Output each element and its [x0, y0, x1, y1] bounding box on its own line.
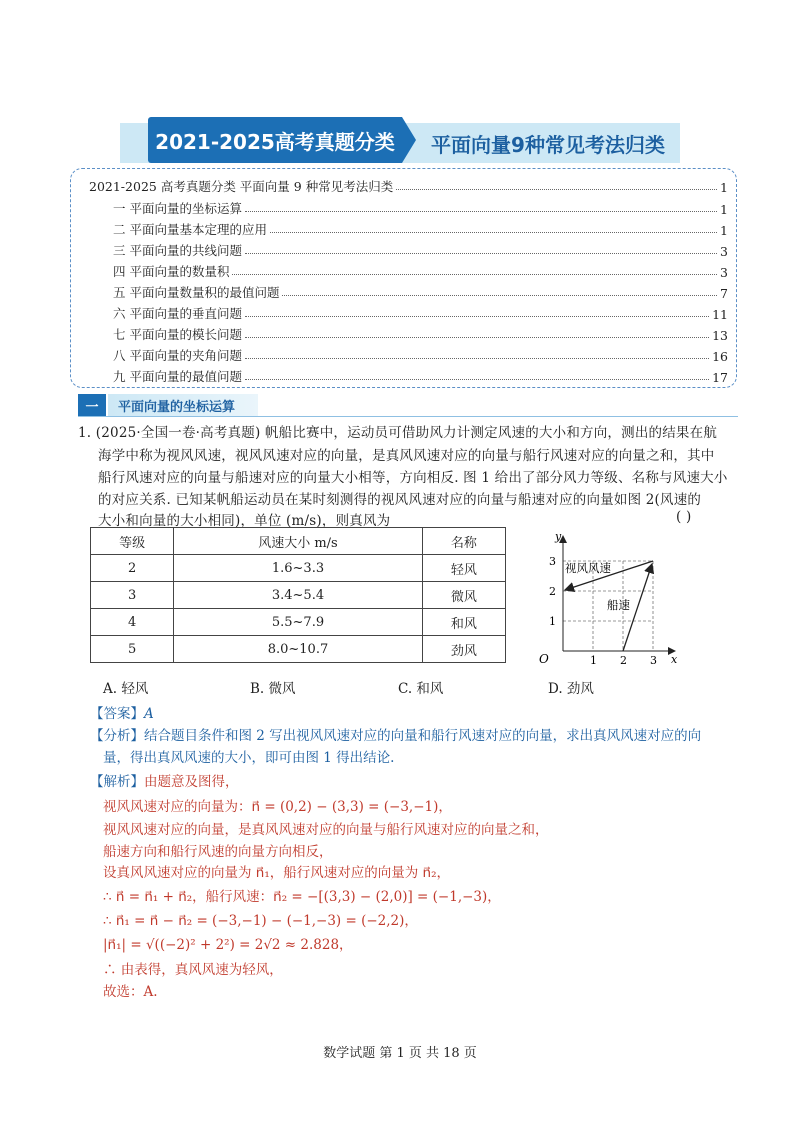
table-header-cell: 名称 — [422, 528, 505, 555]
table-header-cell: 等级 — [91, 528, 174, 555]
solution-line: 故选：A. — [103, 984, 158, 1000]
analysis-tag: 【分析】 — [90, 728, 144, 744]
solution-line: 视风风速对应的向量，是真风风速对应的向量与船行风速对应的向量之和， — [103, 822, 549, 838]
solution-text: 由题意及图得， — [144, 774, 239, 790]
analysis-line — [90, 724, 701, 744]
toc-entry-page: 17 — [712, 370, 728, 385]
table-cell: 8.0~10.7 — [174, 636, 422, 663]
toc-entry-title: 2021-2025 高考真题分类 平面向量 9 种常见考法归类 — [89, 179, 394, 194]
solution-line: 设真风风速对应的向量为 n⃗₁，船行风速对应的向量为 n⃗₂， — [103, 865, 451, 881]
answer-block — [90, 702, 154, 722]
table-cell: 5 — [91, 636, 174, 663]
option-d[interactable]: D. 劲风 — [548, 681, 594, 697]
table-cell: 2 — [91, 555, 174, 582]
table-row — [91, 555, 506, 582]
question-line: 的对应关系. 已知某帆船运动员在某时刻测得的视风风速对应的向量与船速对应的向量如图 2(风速的 — [98, 492, 702, 508]
option-b[interactable]: B. 微风 — [250, 681, 296, 697]
toc-leader — [232, 274, 717, 275]
section-number: 一 — [78, 394, 106, 416]
toc-entry-page: 11 — [712, 307, 728, 322]
table-row — [91, 582, 506, 609]
toc-entry-title: 二 平面向量基本定理的应用 — [113, 222, 267, 237]
solution-tag: 【解析】 — [90, 774, 144, 790]
page-footer: 数学试题 第 1 页 共 18 页 — [323, 1046, 477, 1061]
question-line: 大小和向量的大小相同)，单位 (m/s)，则真风为 — [98, 513, 391, 529]
table-cell: 3 — [91, 582, 174, 609]
apparent-wind-label: 视风风速 — [565, 561, 611, 575]
boat-speed-label: 船速 — [607, 598, 630, 612]
toc-entry-title: 三 平面向量的共线问题 — [113, 243, 242, 258]
toc-entry[interactable] — [113, 323, 728, 343]
toc-leader — [245, 358, 709, 359]
option-a[interactable]: A. 轻风 — [103, 681, 149, 697]
x-tick-label: 3 — [650, 654, 657, 667]
x-axis-label: x — [671, 653, 678, 666]
toc-entry-page: 7 — [720, 286, 728, 301]
question-line: 1. (2025·全国一卷·高考真题) 帆船比赛中，运动员可借助风力计测定风速的大小和方向，测出的结果在航 — [78, 425, 718, 441]
section-divider — [78, 416, 738, 417]
toc-entry-title: 五 平面向量数量积的最值问题 — [113, 285, 280, 300]
toc-leader — [245, 253, 717, 254]
toc-leader — [396, 189, 717, 190]
table-cell: 4 — [91, 609, 174, 636]
answer-value: A — [144, 706, 154, 722]
y-tick-label: 3 — [549, 555, 556, 568]
toc-entry-page: 3 — [720, 244, 728, 259]
toc-entry[interactable] — [113, 218, 728, 238]
banner-arrow-shape — [402, 117, 416, 163]
analysis-text: 结合题目条件和图 2 写出视风风速对应的向量和船行风速对应的向量，求出真风风速对应的向 — [144, 728, 702, 744]
answer-tag: 【答案】 — [90, 706, 144, 722]
section-title: 平面向量的坐标运算 — [108, 394, 258, 416]
toc-entry[interactable] — [113, 365, 728, 385]
toc-entry[interactable] — [113, 344, 728, 364]
x-tick-label: 1 — [590, 654, 597, 667]
toc-entry-title: 七 平面向量的模长问题 — [113, 327, 242, 342]
toc-entry-page: 1 — [720, 180, 728, 195]
y-tick-label: 2 — [549, 585, 556, 598]
x-tick-label: 2 — [620, 654, 627, 667]
toc-leader — [245, 211, 717, 212]
toc-entry[interactable] — [113, 281, 728, 301]
toc-entry[interactable] — [89, 175, 728, 195]
toc-leader — [245, 316, 709, 317]
table-row — [91, 636, 506, 663]
table-cell: 5.5~7.9 — [174, 609, 422, 636]
table-of-contents — [70, 168, 737, 388]
table-cell: 劲风 — [422, 636, 505, 663]
wind-scale-table — [90, 527, 506, 663]
banner-title-left: 2021-2025高考真题分类 — [148, 117, 402, 163]
toc-entry-title: 六 平面向量的垂直问题 — [113, 306, 242, 321]
y-tick-label: 1 — [549, 615, 556, 628]
toc-leader — [245, 337, 709, 338]
toc-entry-page: 1 — [720, 223, 728, 238]
toc-leader — [245, 379, 709, 380]
y-axis-label: y — [555, 530, 562, 543]
toc-entry-title: 四 平面向量的数量积 — [113, 264, 230, 279]
table-cell: 轻风 — [422, 555, 505, 582]
table-cell: 1.6~3.3 — [174, 555, 422, 582]
toc-entry-page: 16 — [712, 349, 728, 364]
toc-entry[interactable] — [113, 197, 728, 217]
toc-leader — [282, 295, 717, 296]
toc-entry-title: 一 平面向量的坐标运算 — [113, 201, 242, 216]
solution-line: ∴ n⃗₁ = n⃗ − n⃗₂ = (−3,−1) − (−1,−3) = (−2,2)， — [103, 913, 418, 929]
answer-parenthesis: ( ) — [676, 509, 692, 525]
solution-line: ∴ n⃗ = n⃗₁ + n⃗₂，船行风速：n⃗₂ = −[(3,3) − (2,0)] = (−1,−3)， — [103, 889, 501, 905]
toc-entry-page: 3 — [720, 265, 728, 280]
origin-label: O — [539, 652, 549, 666]
banner-title-right: 平面向量9种常见考法归类 — [431, 132, 665, 157]
toc-entry-title: 八 平面向量的夹角问题 — [113, 348, 242, 363]
option-c[interactable]: C. 和风 — [398, 681, 444, 697]
solution-line: 船速方向和船行风速的向量方向相反， — [103, 844, 333, 860]
toc-entry-page: 13 — [712, 328, 728, 343]
analysis-line: 量，得出真风风速的大小，即可由图 1 得出结论. — [103, 750, 395, 766]
toc-entry-page: 1 — [720, 202, 728, 217]
vector-figure — [535, 530, 695, 670]
table-cell: 和风 — [422, 609, 505, 636]
toc-entry[interactable] — [113, 302, 728, 322]
toc-entry-title: 九 平面向量的最值问题 — [113, 369, 242, 384]
solution-line — [90, 770, 239, 790]
solution-line: |n⃗₁| = √((−2)² + 2²) = 2√2 ≈ 2.828， — [103, 937, 353, 953]
toc-entry[interactable] — [113, 260, 728, 280]
toc-leader — [270, 232, 717, 233]
toc-entry[interactable] — [113, 239, 728, 259]
table-header-row — [91, 528, 506, 555]
solution-line: ∴ 由表得，真风风速为轻风， — [103, 962, 283, 978]
question-line: 船行风速对应的向量与船速对应的向量大小相等，方向相反. 图 1 给出了部分风力等级、名称与风速大小 — [98, 470, 728, 486]
table-row — [91, 609, 506, 636]
solution-line: 视风风速对应的向量为：n⃗ = (0,2) − (3,3) = (−3,−1)， — [103, 799, 452, 815]
table-cell: 3.4~5.4 — [174, 582, 422, 609]
table-header-cell: 风速大小 m/s — [174, 528, 422, 555]
question-line: 海学中称为视风风速，视风风速对应的向量，是真风风速对应的向量与船行风速对应的向量之和，其中 — [98, 448, 715, 464]
table-cell: 微风 — [422, 582, 505, 609]
